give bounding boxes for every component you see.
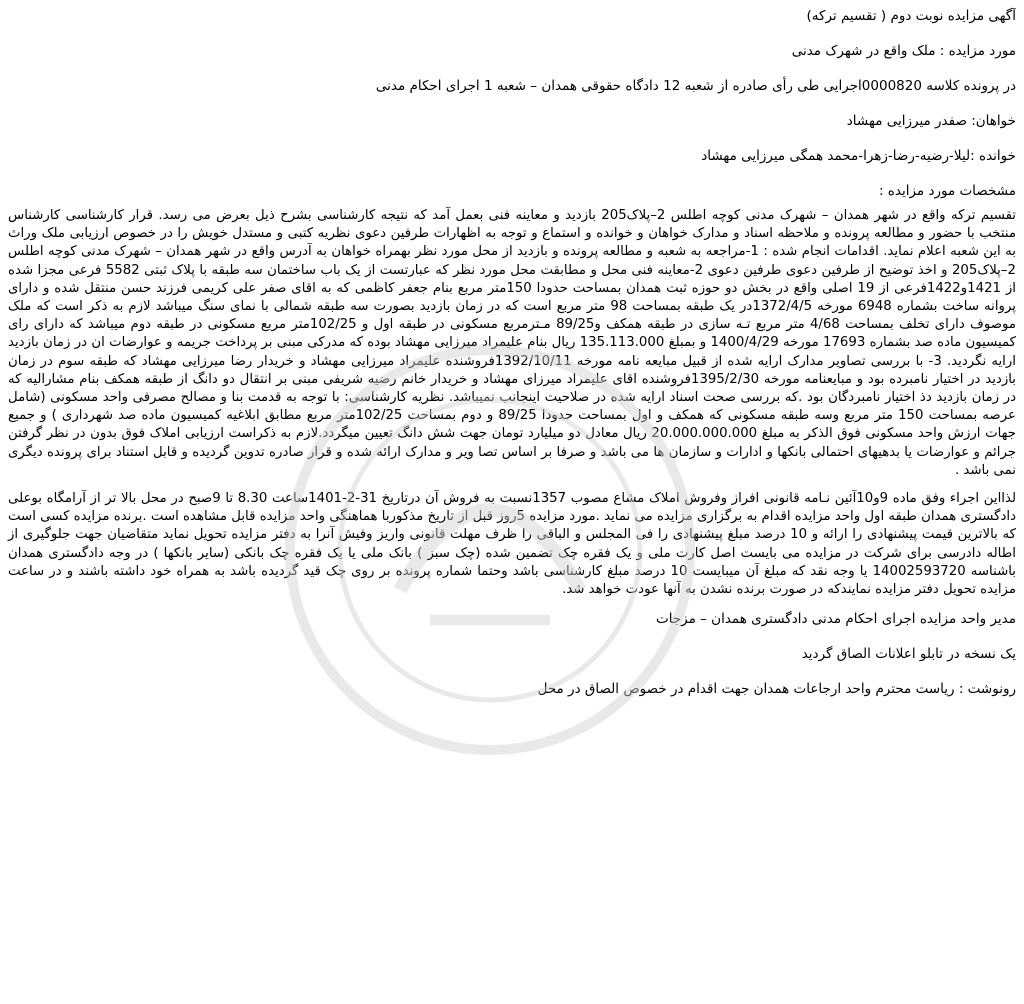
auction-paragraph: لذااین اجراء وفق ماده 9و10آئین نـامه قانونی افراز وفروش املاک مشاع مصوب 1357نسبت به فروش آن درتاریخ 31-2-1401ساعت 8.30 تا 9صبح در محل بالا تر از آرامگاه بوعلی دادگستری همدان طبقه اول واحد مزایده اقدام به برگزاری مزایده می نماید .مورد مزایده 5روز قبل از تاریخ مذکوربا هماهنگی واحد مزایده قابل مشاهده است .برنده مزایده کسی است که بالاترین قیمت پیشنهادی را ارائه و 10 درصد مبلغ پیشنهادی را فی المجلس و الباقی را ظرف مهلت قانونی واریز وفیش آنرا به دفتر مزایده تحویل نماید متقاضیان جهت جلوگیری از اطاله دادرسی برای شرکت در مزایده می بایست اصل کارت ملی و یک فقره چک تضمین شده (چک سبز ) بانک ملی یا یک فقره چک بانکی (سایر بانکها ) در وجه دادگستری همدان باشناسه 14002593720 یا وجه نقد که مبلغ آن میبایست 10 درصد مبلغ کارشناسی باشد وحتما شماره پرونده بر روی چک قید گردیده باشد به همراه خود داشته باشند و در ساعت مزایده تحویل دفتر مزایده نمایندکه در صورت برنده نشدن به آنها عودت خواهد شد. [8, 491, 1016, 598]
case-line: در پرونده کلاسه 0000820اجرایی طی رأی صادره از شعبه 12 دادگاه حقوقی همدان – شعبه 1 اجرای احکام مدنی [375, 78, 1016, 94]
notice-title: آگهی مزایده نوبت دوم ( تقسیم ترکه) [806, 8, 1016, 24]
defendants-line: خوانده :لیلا-رضیه-رضا-زهرا-محمد همگی میرزایی مهشاد [701, 148, 1016, 164]
specs-heading: مشخصات مورد مزایده : [878, 183, 1016, 199]
signature-line: مدیر واحد مزایده اجرای احکام مدنی دادگستری همدان – مزجات [655, 611, 1016, 628]
specs-paragraph: تقسیم ترکه واقع در شهر همدان – شهرک مدنی کوچه اطلس 2–پلاک205 بازدید و معاینه فنی بعمل آمد که نتیجه کارشناسی بشرح ذیل بعرض می رسد. قرار کارشناسی کارشناس منتخب با حضور و مطالعه پرونده و ملاحظه اسناد و مدارک خواهان و خوانده و استماع و توجه به اظهارات طرفین دعوی نظریه کتبی و مستدل خویش را در خصوص ارزیابی ملک وراث به این شعبه اعلام نماید. اقدامات انجام شده : 1-مراجعه به شعبه و مطالعه پرونده و بازدید از محل مورد نظر بهمراه خواهان به آدرس واقع در شهر همدان – شهرک مدنی کوچه اطلس 2–پلاک205 و اخذ توضیح از طرفین دعوی طرفین دعوی 2-معاینه فنی محل و مطابقت محل مورد نظر که عبارتست از یک باب ساختمان سه طبقه با پلاک ثبتی 5582 فرعی مجزا شده از 1421و1422فرعی از 19 اصلی واقع در بخش دو حوزه ثبت همدان بمساحت حدودا 150متر مربع بنام جعفر کاظمی که به اقای صفر علی کریمی فرزند حسن منتقل شده و دارای پروانه ساخت بشماره 6948 مورخه 1372/4/5در یک طبقه بمساحت 98 متر مربع است که در زمان بازدید بصورت سه طبقه شمالی با نمای سنگ میباشد لازم به ذکر است که ملک موصوف دارای تخلف بمساحت 4/68 متر مربع تـه سازی در طبقه همکف و89/25 مـترمربع مسکونی در طبقه اول و 102/25متر مربع مسکونی در طبقه دوم میباشد که دارای رای کمیسیون ماده صد بشماره 17693 مورخه 1400/4/29 و بمبلغ 135.113.000 ریال بنام علیمراد میرزایی مهشاد بوده که مدرکی مبنی بر پرداخت جریمه و عوارضات ان در زمان بازدید ارایه نگردید. 3- با بررسی تصاویر مدارک ارایه شده از قبیل مبایعه نامه مورخه 1392/10/11فروشنده علیمراد میرزایی مهشاد و خریدار رضا میرزایی مهشاد که طبقه سوم در زمان بازدید در اختیار نامبرده بود و مبایعنامه مورخه 1395/2/30فروشنده اقای علیمراد میرزای مهشاد و خریدار خانم رضیه شریفی مبنی بر انتقال دو دانگ از طبقه همکف بنام مشارالیه که در زمان بازدید دذ اختیار نامبردگان بود .که بررسی صحت اسناد ارایه شده در صلاحیت اینجانب نمیباشد. نظریه کارشناسی: با توجه به قدمت بنا و مصالح مصرفی واحد مسکونی (شامل عرصه بمساحت 150 متر مربع وسه طبقه مسکونی که همکف و اول بمساحت حدودا 89/25 و دوم بمساحت 102/25متر مربع مطابق ابلاغیه کمیسیون ماده صد شهرداری ) و جمیع جهات ارزش واحد مسکونی فوق الذکر به مبلغ 20.000.000.000 ریال معادل دو میلیارد تومان جهت شش دانگ تعیین میگردد.لازم به ذکراست ارزیابی املاک فوق بدون در نظر گرفتن جرائم و عوارضات یا بدهیهای احتمالی بانکها و ادارات و سازمان ها می باشد و صرفا بر اساس تصا ویر و مدارک ارائه شده و قرار صادره تدوین گردیده و قابل استناد برای پرونده دیگری نمی باشد . [8, 208, 1017, 478]
plaintiff-line: خواهان: صفدر میرزایی مهشاد [846, 113, 1016, 129]
auction-subject: مورد مزایده : ملک واقع در شهرک مدنی [791, 43, 1016, 59]
posting-note: یک نسخه در تابلو اعلانات الصاق گردید [801, 646, 1016, 663]
cc-line: رونوشت : ریاست محترم واحد ارجاعات همدان جهت اقدام در خصوص الصاق در محل [537, 681, 1016, 698]
